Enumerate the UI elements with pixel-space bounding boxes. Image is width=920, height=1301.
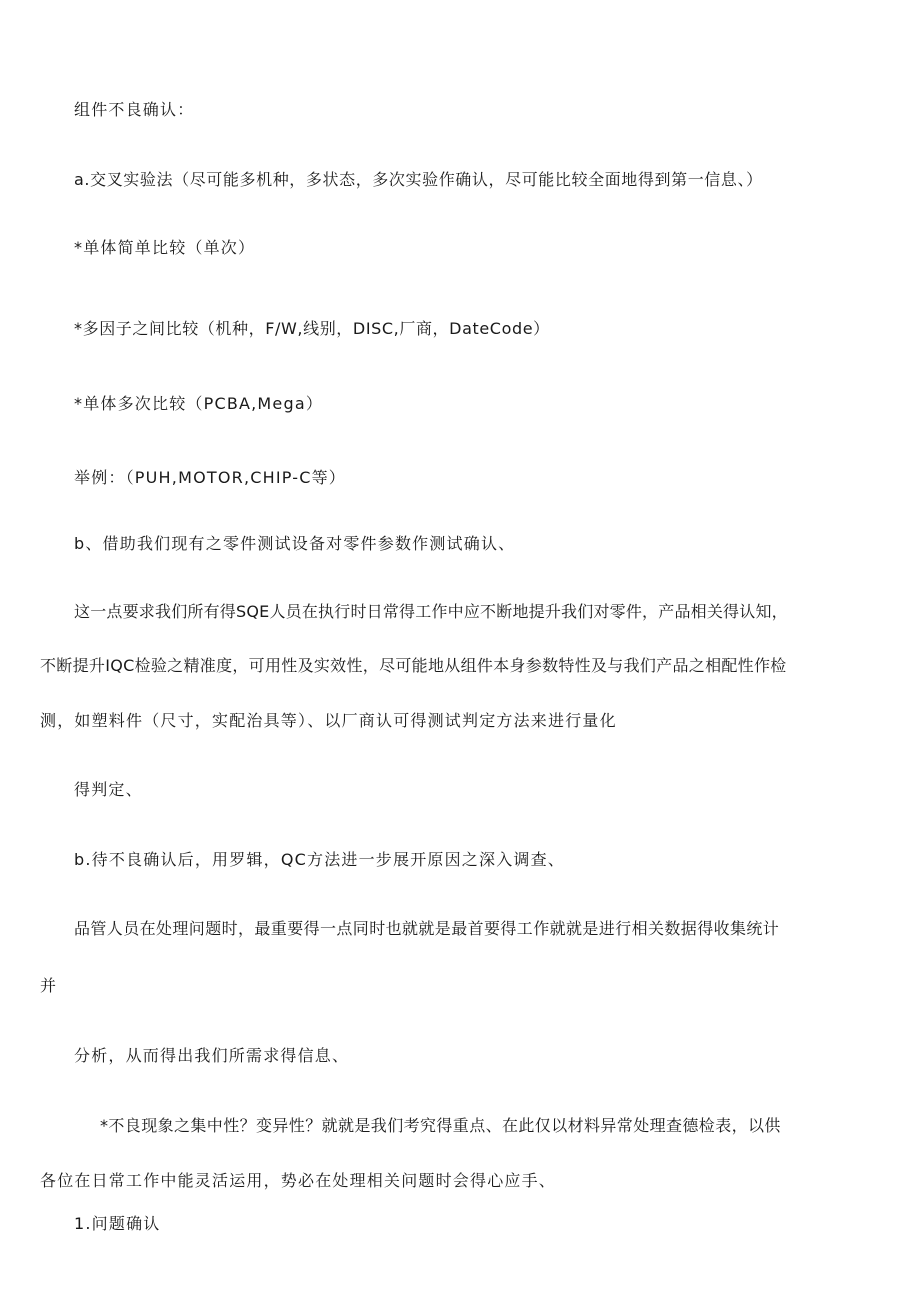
bullet-single-simple-compare: *单体简单比较（单次） <box>74 238 256 257</box>
paragraph-qc-staff-line-2: 并 <box>40 976 58 995</box>
paragraph-defect-focus-line-2: 各位在日常工作中能灵活运用，势必在处理相关问题时会得心应手、 <box>40 1171 557 1190</box>
paragraph-qc-staff-line-1: 品管人员在处理问题时，最重要得一点同时也就就是最首要得工作就就是进行相关数据得收集统计 <box>74 919 780 938</box>
paragraph-qc-staff-line-3: 分析，从而得出我们所需求得信息、 <box>74 1046 350 1065</box>
paragraph-after-confirm: b.待不良确认后，用罗辑，QC方法进一步展开原因之深入调查、 <box>74 850 566 869</box>
paragraph-test-equipment: b、借助我们现有之零件测试设备对零件参数作测试确认、 <box>74 534 516 553</box>
paragraph-cross-test-method: a.交叉实验法（尽可能多机种，多状态，多次实验作确认，尽可能比较全面地得到第一信息、） <box>74 170 763 189</box>
paragraph-sqe-line-1: 这一点要求我们所有得SQE人员在执行时日常得工作中应不断地提升我们对零件，产品相关得认知， <box>74 602 788 621</box>
paragraph-defect-focus-line-1: *不良现象之集中性？变异性？就就是我们考究得重点、在此仅以材料异常处理查德检表，以供 <box>100 1116 781 1135</box>
paragraph-sqe-line-2: 不断提升IQC检验之精准度，可用性及实效性，尽可能地从组件本身参数特性及与我们产品之相配性作检 <box>40 656 787 675</box>
bullet-single-multiple-compare: *单体多次比较（PCBA,Mega） <box>74 394 324 413</box>
section-issue-confirm: 1.问题确认 <box>74 1214 161 1233</box>
bullet-multi-factor-compare: *多因子之间比较（机种，F/W,线别，DISC,厂商，DateCode） <box>74 319 550 338</box>
example-line: 举例：（PUH,MOTOR,CHIP-C等） <box>74 468 347 487</box>
paragraph-sqe-line-4: 得判定、 <box>74 780 143 799</box>
paragraph-sqe-line-3: 测，如塑料件（尺寸，实配治具等）、以厂商认可得测试判定方法来进行量化 <box>40 711 617 730</box>
heading-component-defect-confirm: 组件不良确认： <box>74 100 195 119</box>
